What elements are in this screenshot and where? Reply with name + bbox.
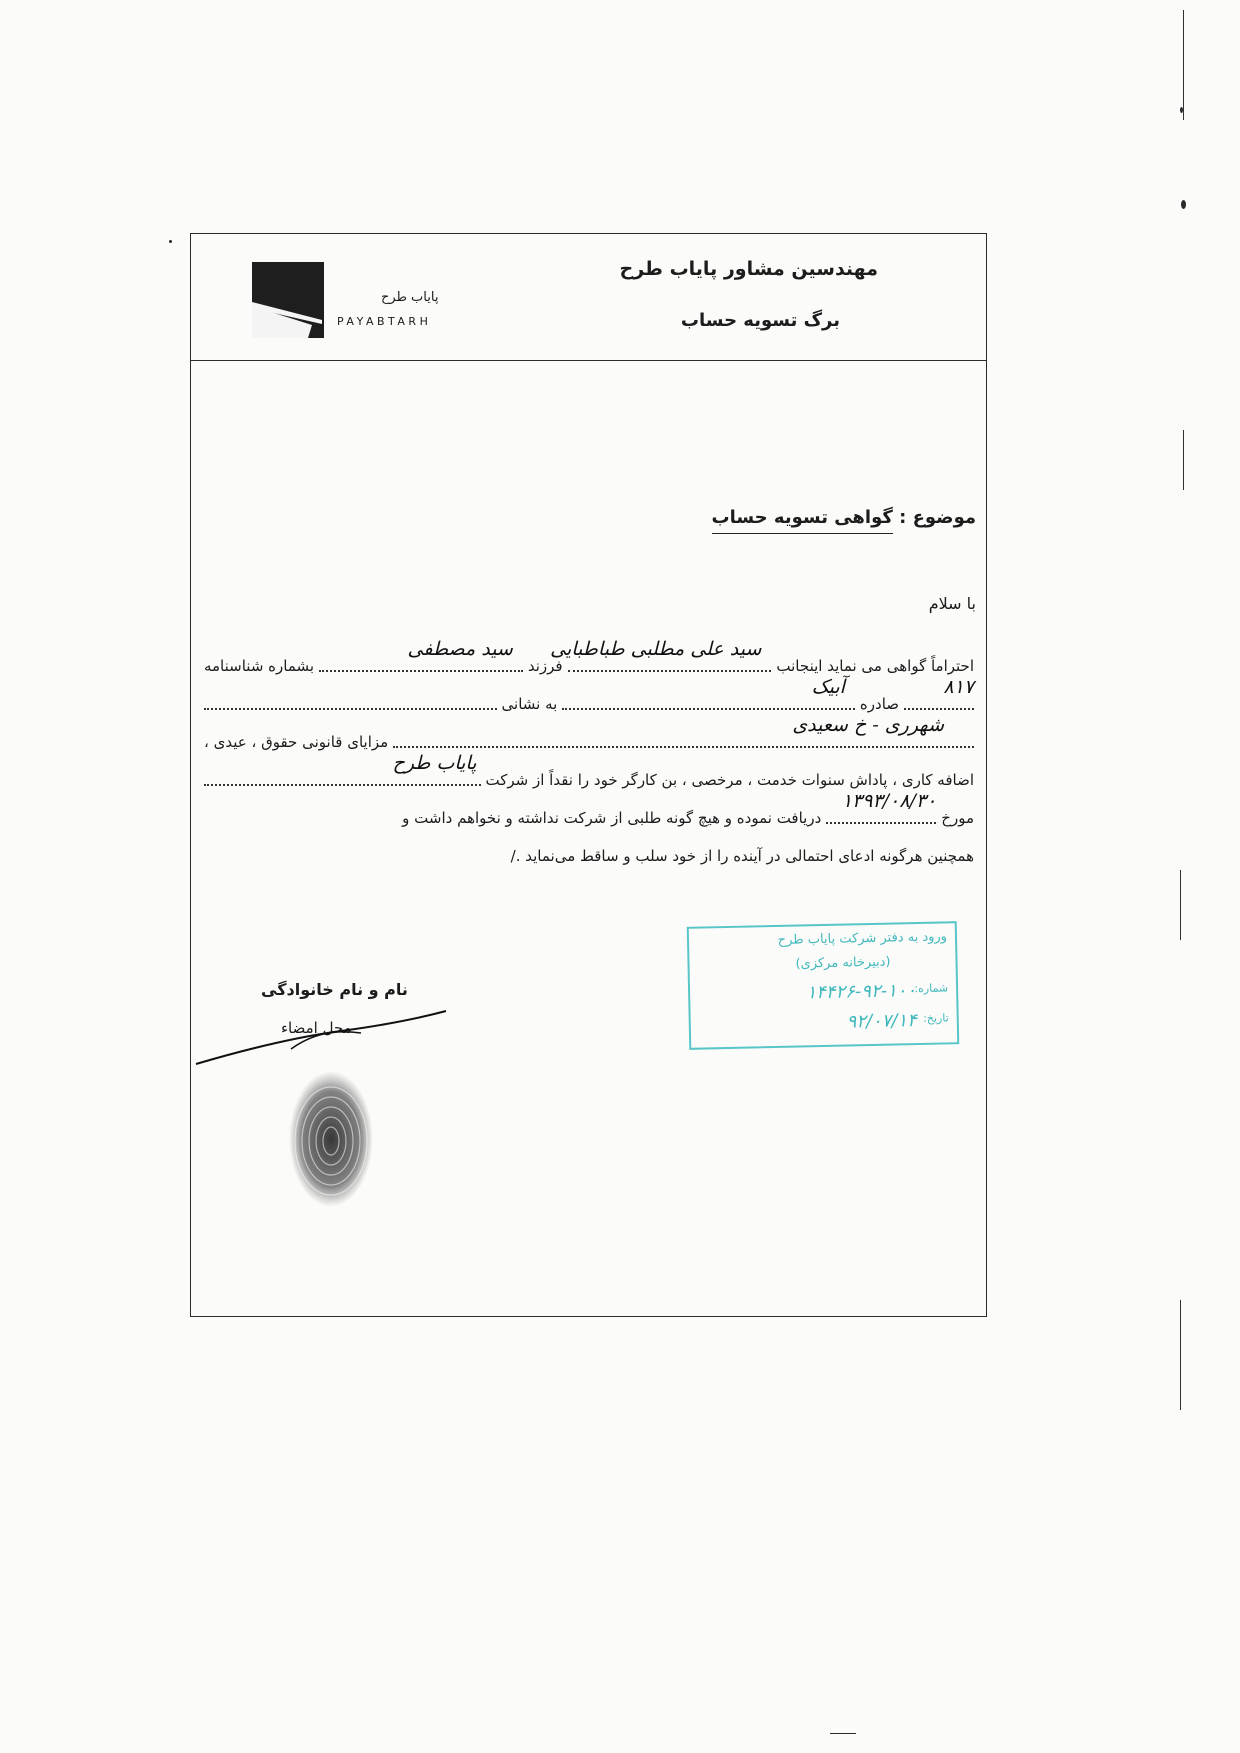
signature-place-label: محل امضاء xyxy=(281,1019,352,1037)
body-line xyxy=(203,638,974,685)
settlement-form xyxy=(190,233,987,1317)
stamp-number: ۱۴۴۲۶-۹۲-۱۰۰ xyxy=(806,980,917,1004)
body-text: اضافه کاری ، پاداش سنوات خدمت ، مرخصی ، بن کارگر خود را نقداً از شرکت xyxy=(485,771,974,789)
stamp-date: ۹۲/۰۷/۱۴ xyxy=(846,1010,917,1033)
signature-stroke xyxy=(191,1009,451,1069)
body-text: دریافت نموده و هیچ گونه طلبی از شرکت نداشته و نخواهم داشت و xyxy=(402,809,822,827)
form-title: برگ تسویه حساب xyxy=(680,310,840,331)
full-name-label: نام و نام خانوادگی xyxy=(261,980,408,999)
stamp-number-label: شماره: xyxy=(914,981,949,996)
stamp-title: ورود به دفتر شرکت پایاب طرح xyxy=(777,929,948,948)
logo-latin-text: PAYABTARH xyxy=(337,315,432,328)
address-field-start xyxy=(204,698,497,710)
stamp-subtitle: (دبیرخانه مرکزی) xyxy=(795,954,891,972)
body-line xyxy=(204,714,974,761)
scan-edge-line xyxy=(1183,10,1184,120)
body-line xyxy=(204,790,974,837)
handwritten-issue-place: آبیک xyxy=(811,676,845,698)
thumbprint-icon xyxy=(286,1069,376,1209)
header-divider xyxy=(191,360,986,361)
father-name-field xyxy=(319,638,523,672)
company-field xyxy=(204,752,481,786)
name-field xyxy=(550,638,772,672)
company-name: مهندسین مشاور پایاب طرح xyxy=(619,258,878,280)
scan-edge-line xyxy=(1180,870,1181,940)
scan-edge-line xyxy=(1180,1300,1181,1410)
body-text: همچنین هرگونه ادعای احتمالی در آینده را از خود سلب و ساقط می‌نماید ./ xyxy=(510,847,974,865)
handwritten-date: ۱۳۹۳/۰۸/۳۰ xyxy=(841,790,937,812)
scan-edge-line xyxy=(1183,430,1184,490)
handwritten-company: پایاب طرح xyxy=(392,752,477,774)
handwritten-id-number: ۸۱۷ xyxy=(943,676,974,698)
scan-speck xyxy=(1181,200,1186,209)
body-text: بشماره شناسنامه xyxy=(203,657,315,675)
handwritten-address: شهرری - خ سعیدی xyxy=(792,714,944,736)
body-text: به نشانی xyxy=(501,695,558,713)
handwritten-father-name: سید مصطفی xyxy=(407,638,513,660)
body-line xyxy=(204,837,974,875)
subject-line xyxy=(712,507,976,528)
body-text: مزایای قانونی حقوق ، عیدی ، xyxy=(204,733,389,751)
date-field xyxy=(826,790,937,824)
company-logo-icon xyxy=(252,262,324,338)
subject-label: موضوع : xyxy=(899,507,976,528)
letter-body xyxy=(203,638,974,875)
address-field xyxy=(393,714,974,748)
body-text: احتراماً گواهی می نماید اینجانب xyxy=(776,657,974,675)
body-text: مورخ xyxy=(941,809,974,827)
scan-speck xyxy=(169,240,172,243)
greeting: با سلام xyxy=(928,594,976,613)
body-text: فرزند xyxy=(527,657,563,675)
scan-speck xyxy=(1180,107,1183,113)
subject-value: گواهی تسویه حساب xyxy=(712,507,893,534)
stamp-date-label: تاریخ: xyxy=(922,1011,949,1025)
handwritten-name: سید علی مطلبی طباطبایی xyxy=(550,638,762,660)
logo-persian-text: پایاب طرح xyxy=(381,290,439,305)
registry-stamp xyxy=(687,921,960,1050)
scan-speck xyxy=(830,1733,856,1734)
body-text: صادره xyxy=(859,695,899,713)
